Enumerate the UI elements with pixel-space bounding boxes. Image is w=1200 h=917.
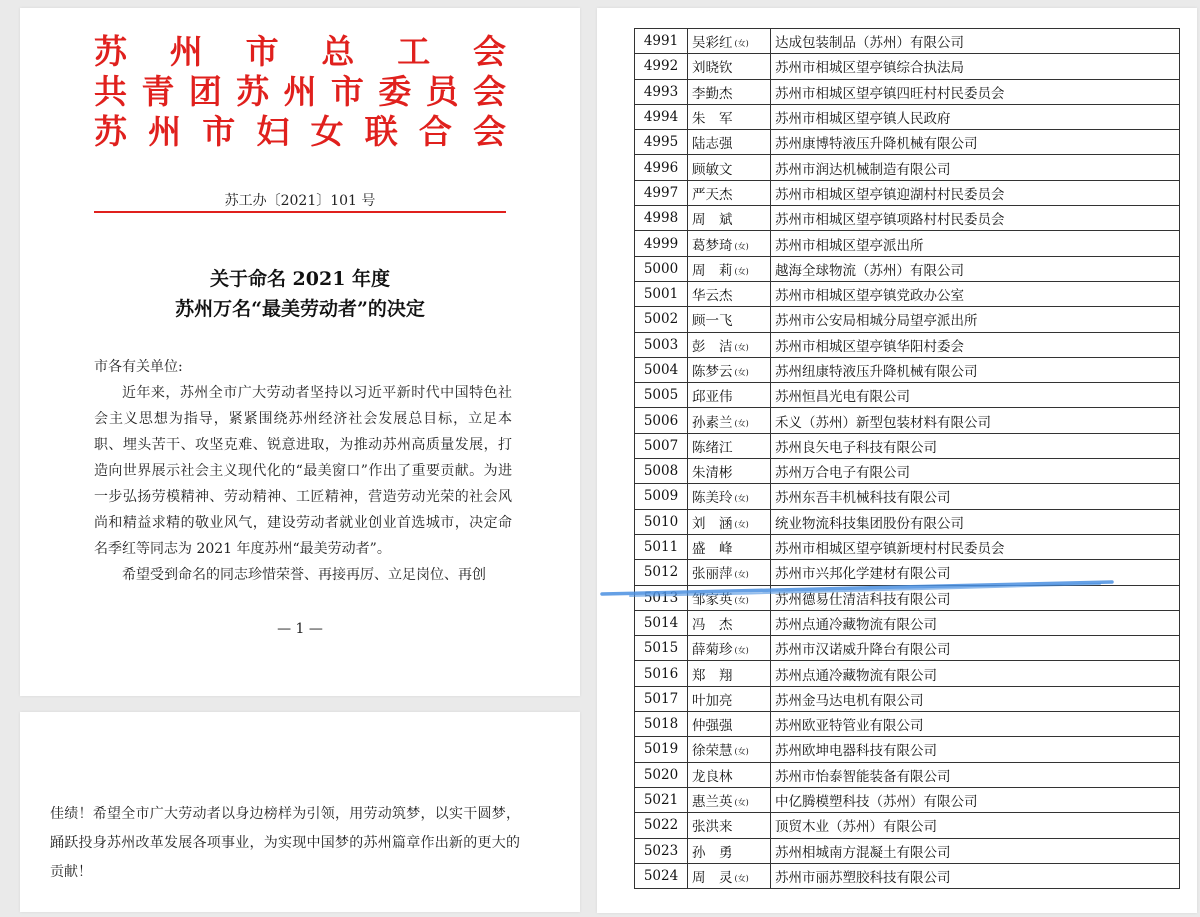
table-row <box>635 661 1180 686</box>
person-name <box>688 762 771 787</box>
row-number: 5004 <box>635 357 688 382</box>
title-line-1: 关于命名 2021 年度 <box>209 268 391 290</box>
row-number: 4995 <box>635 130 688 155</box>
name-text: 周 斌 <box>692 212 733 229</box>
person-name <box>688 813 771 838</box>
table-row <box>635 79 1180 104</box>
row-number: 4993 <box>635 79 688 104</box>
org-header-char: 州 <box>283 72 317 111</box>
person-name <box>688 79 771 104</box>
female-marker: (女) <box>734 342 749 352</box>
row-number: 5001 <box>635 281 688 306</box>
row-number: 5023 <box>635 838 688 863</box>
name-text: 薛菊珍 <box>692 642 733 659</box>
name-text: 刘晓钦 <box>692 60 733 77</box>
row-number: 5005 <box>635 383 688 408</box>
org-header-char: 苏 <box>94 112 127 151</box>
person-name <box>688 180 771 205</box>
organization: 苏州点通冷藏物流有限公司 <box>771 661 1180 686</box>
roster-page <box>597 8 1197 913</box>
name-text: 彭 洁 <box>692 338 733 355</box>
row-number: 5003 <box>635 332 688 357</box>
person-name <box>688 838 771 863</box>
table-row <box>635 332 1180 357</box>
table-row <box>635 712 1180 737</box>
table-row <box>635 130 1180 155</box>
table-row <box>635 104 1180 129</box>
name-text: 孙素兰 <box>692 414 733 431</box>
table-row <box>635 54 1180 79</box>
org-header-char: 苏 <box>236 72 270 111</box>
table-row <box>635 155 1180 180</box>
table-row <box>635 180 1180 205</box>
organization: 苏州市润达机械制造有限公司 <box>771 155 1180 180</box>
person-name <box>688 332 771 357</box>
notice-body <box>94 354 512 588</box>
org-header-char: 女 <box>310 112 344 151</box>
person-name <box>688 281 771 306</box>
female-marker: (女) <box>734 418 749 428</box>
paragraph-2: 希望受到命名的同志珍惜荣誉、再接再厉、立足岗位、再创 <box>122 567 486 583</box>
person-name <box>688 712 771 737</box>
organization: 苏州良矢电子科技有限公司 <box>771 433 1180 458</box>
female-marker: (女) <box>734 747 749 757</box>
person-name <box>688 29 771 54</box>
name-text: 周 莉 <box>692 262 733 279</box>
organization: 苏州点通冷藏物流有限公司 <box>771 610 1180 635</box>
organization: 苏州欧坤电器科技有限公司 <box>771 737 1180 762</box>
row-number: 5024 <box>635 863 688 888</box>
female-marker: (女) <box>734 519 749 529</box>
name-text: 周 灵 <box>692 869 733 886</box>
row-number: 5006 <box>635 408 688 433</box>
org-header-char: 委 <box>378 72 412 111</box>
person-name <box>688 863 771 888</box>
name-text: 徐荣慧 <box>692 743 733 760</box>
table-row <box>635 408 1180 433</box>
organization: 苏州市相城区望亭镇项路村村民委员会 <box>771 206 1180 231</box>
row-number: 5018 <box>635 712 688 737</box>
row-number: 4997 <box>635 180 688 205</box>
name-text: 刘 涵 <box>692 515 733 532</box>
org-header-char: 市 <box>245 32 279 71</box>
person-name <box>688 534 771 559</box>
continuation-paragraph: 佳绩！希望全市广大劳动者以身边榜样为引领，用劳动筑梦，以实干圆梦，踊跃投身苏州改革发展各项事业，为实现中国梦的苏州篇章作出新的更大的贡献！ <box>50 806 520 880</box>
name-text: 华云杰 <box>692 288 733 305</box>
organization: 苏州市怡泰智能装备有限公司 <box>771 762 1180 787</box>
row-number: 5017 <box>635 686 688 711</box>
org-header-line-2 <box>94 72 506 112</box>
organization: 苏州市相城区望亭镇四旺村村民委员会 <box>771 79 1180 104</box>
name-text: 吴彩红 <box>692 35 733 52</box>
org-header-char: 总 <box>321 32 355 71</box>
org-header-char: 工 <box>397 32 431 71</box>
row-number: 5015 <box>635 636 688 661</box>
table-row <box>635 686 1180 711</box>
row-number: 5010 <box>635 509 688 534</box>
table-row <box>635 281 1180 306</box>
row-number: 5012 <box>635 560 688 585</box>
name-text: 朱 军 <box>692 111 733 128</box>
org-header-char: 合 <box>418 112 452 151</box>
row-number: 4998 <box>635 206 688 231</box>
name-text: 李勤杰 <box>692 85 733 102</box>
org-header-char: 会 <box>473 72 506 111</box>
organization: 苏州市相城区望亭镇党政办公室 <box>771 281 1180 306</box>
name-text: 陈绪江 <box>692 439 733 456</box>
table-row <box>635 813 1180 838</box>
organization: 苏州纽康特液压升降机械有限公司 <box>771 357 1180 382</box>
row-number: 4996 <box>635 155 688 180</box>
female-marker: (女) <box>734 798 749 808</box>
person-name <box>688 408 771 433</box>
table-row <box>635 610 1180 635</box>
roster-table <box>634 28 1180 889</box>
name-text: 龙良林 <box>692 768 733 785</box>
organization: 苏州市兴邦化学建材有限公司 <box>771 560 1180 585</box>
female-marker: (女) <box>734 873 749 883</box>
person-name <box>688 357 771 382</box>
table-row <box>635 256 1180 281</box>
organization: 苏州金马达电机有限公司 <box>771 686 1180 711</box>
female-marker: (女) <box>734 494 749 504</box>
table-row <box>635 484 1180 509</box>
organization: 苏州市相城区望亭镇迎湖村村民委员会 <box>771 180 1180 205</box>
row-number: 4991 <box>635 29 688 54</box>
row-number: 5008 <box>635 459 688 484</box>
name-text: 葛梦琦 <box>692 237 733 254</box>
name-text: 朱清彬 <box>692 465 733 482</box>
female-marker: (女) <box>734 266 749 276</box>
person-name <box>688 104 771 129</box>
table-row <box>635 206 1180 231</box>
organization: 苏州市丽苏塑胶科技有限公司 <box>771 863 1180 888</box>
table-row <box>635 838 1180 863</box>
row-number: 4999 <box>635 231 688 256</box>
table-row <box>635 762 1180 787</box>
person-name <box>688 610 771 635</box>
row-number: 5020 <box>635 762 688 787</box>
organization: 苏州市相城区望亭派出所 <box>771 231 1180 256</box>
org-header-line-1 <box>94 32 506 72</box>
paragraph-1: 近年来，苏州全市广大劳动者坚持以习近平新时代中国特色社会主义思想为指导，紧紧围绕苏州经济社会发展总目标，立足本职、埋头苦干、攻坚克难、锐意进取，为推动苏州高质量发展，打造向世界展示社会主义现代化的“最美窗口”作出了重要贡献。为进一步弘扬劳模精神、劳动精神、工匠精神，营造劳动光荣的社会风尚和精益求精的敬业风气，建设劳动者就业创业首选城市，决定命名季红等同志为 2021 年度苏州“最美劳动者”。 <box>94 385 512 557</box>
female-marker: (女) <box>734 646 749 656</box>
name-text: 邹家英 <box>692 591 733 608</box>
name-text: 张洪来 <box>692 819 733 836</box>
red-divider <box>94 211 506 213</box>
female-marker: (女) <box>734 368 749 377</box>
org-header-char: 联 <box>364 112 398 151</box>
row-number: 5000 <box>635 256 688 281</box>
org-header-char: 会 <box>472 112 506 151</box>
person-name <box>688 509 771 534</box>
organization: 苏州万合电子有限公司 <box>771 459 1180 484</box>
row-number: 5007 <box>635 433 688 458</box>
org-header-char: 员 <box>425 72 459 111</box>
organization: 苏州市公安局相城分局望亭派出所 <box>771 307 1180 332</box>
organization: 达成包装制品（苏州）有限公司 <box>771 29 1180 54</box>
name-text: 严天杰 <box>692 186 733 203</box>
row-number: 5019 <box>635 737 688 762</box>
person-name <box>688 787 771 812</box>
org-header-char: 州 <box>169 32 203 71</box>
name-text: 张丽萍 <box>692 566 733 583</box>
table-row <box>635 863 1180 888</box>
table-row <box>635 357 1180 382</box>
organization: 苏州市相城区望亭镇新埂村村民委员会 <box>771 534 1180 559</box>
person-name <box>688 433 771 458</box>
organization: 禾义（苏州）新型包装材料有限公司 <box>771 408 1180 433</box>
row-number: 5021 <box>635 787 688 812</box>
row-number: 5009 <box>635 484 688 509</box>
organization: 苏州相城南方混凝土有限公司 <box>771 838 1180 863</box>
row-number: 4994 <box>635 104 688 129</box>
name-text: 叶加亮 <box>692 692 733 709</box>
title-line-2: 苏州万名“最美劳动者”的决定 <box>175 298 425 320</box>
organization: 苏州康博特液压升降机械有限公司 <box>771 130 1180 155</box>
organization: 苏州东吾丰机械科技有限公司 <box>771 484 1180 509</box>
organization: 统业物流科技集团股份有限公司 <box>771 509 1180 534</box>
org-header-char: 州 <box>148 112 182 151</box>
person-name <box>688 686 771 711</box>
table-row <box>635 534 1180 559</box>
female-marker: (女) <box>734 39 749 49</box>
organization: 苏州市相城区望亭镇华阳村委会 <box>771 332 1180 357</box>
table-row <box>635 383 1180 408</box>
row-number: 4992 <box>635 54 688 79</box>
person-name <box>688 256 771 281</box>
organization: 顶贸木业（苏州）有限公司 <box>771 813 1180 838</box>
row-number: 5014 <box>635 610 688 635</box>
table-row <box>635 737 1180 762</box>
table-row <box>635 231 1180 256</box>
name-text: 陈梦云 <box>692 364 733 380</box>
table-row <box>635 29 1180 54</box>
row-number: 5002 <box>635 307 688 332</box>
person-name <box>688 484 771 509</box>
org-header-char: 共 <box>94 72 127 111</box>
page-number: — 1 — <box>277 621 323 637</box>
row-number: 5013 <box>635 585 688 610</box>
person-name <box>688 54 771 79</box>
row-number: 5011 <box>635 534 688 559</box>
person-name <box>688 636 771 661</box>
name-text: 顾敏文 <box>692 161 733 178</box>
document-number: 苏工办〔2021〕101 号 <box>224 193 376 209</box>
female-marker: (女) <box>734 570 749 580</box>
pen-underline-stroke <box>600 570 1120 610</box>
document-page-1 <box>20 8 580 696</box>
name-text: 郑 翔 <box>692 667 733 684</box>
person-name <box>688 155 771 180</box>
person-name <box>688 130 771 155</box>
table-row <box>635 787 1180 812</box>
person-name <box>688 206 771 231</box>
org-header-char: 市 <box>330 72 364 111</box>
salutation: 市各有关单位: <box>94 359 183 375</box>
person-name <box>688 737 771 762</box>
person-name <box>688 661 771 686</box>
org-header-char: 苏 <box>94 32 127 71</box>
organization: 苏州市汉诺威升降台有限公司 <box>771 636 1180 661</box>
person-name <box>688 459 771 484</box>
table-row <box>635 307 1180 332</box>
org-header-char: 团 <box>188 72 222 111</box>
table-row <box>635 509 1180 534</box>
name-text: 仲强强 <box>692 718 733 735</box>
name-text: 邱亚伟 <box>692 389 733 406</box>
name-text: 孙 勇 <box>692 844 733 861</box>
row-number: 5022 <box>635 813 688 838</box>
name-text: 陈美玲 <box>692 490 733 507</box>
table-row <box>635 636 1180 661</box>
organization: 苏州市相城区望亭镇综合执法局 <box>771 54 1180 79</box>
org-header-char: 会 <box>472 32 506 71</box>
female-marker: (女) <box>734 595 749 605</box>
organization: 苏州德易仕清洁科技有限公司 <box>771 585 1180 610</box>
person-name <box>688 307 771 332</box>
org-header-char: 青 <box>141 72 175 111</box>
org-header-char: 市 <box>202 112 236 151</box>
org-header-char: 妇 <box>256 112 290 151</box>
name-text: 惠兰英 <box>692 794 733 811</box>
table-row <box>635 433 1180 458</box>
org-header-line-3 <box>94 112 506 152</box>
name-text: 冯 杰 <box>692 616 733 633</box>
person-name <box>688 383 771 408</box>
female-marker: (女) <box>734 241 749 251</box>
name-text: 陆志强 <box>692 136 733 153</box>
organization: 苏州市相城区望亭镇人民政府 <box>771 104 1180 129</box>
organization: 苏州恒昌光电有限公司 <box>771 383 1180 408</box>
name-text: 盛 峰 <box>692 541 733 558</box>
organization: 中亿腾模塑科技（苏州）有限公司 <box>771 787 1180 812</box>
table-row <box>635 459 1180 484</box>
person-name <box>688 231 771 256</box>
organization: 苏州欧亚特管业有限公司 <box>771 712 1180 737</box>
organization: 越海全球物流（苏州）有限公司 <box>771 256 1180 281</box>
row-number: 5016 <box>635 661 688 686</box>
name-text: 顾一飞 <box>692 313 733 330</box>
